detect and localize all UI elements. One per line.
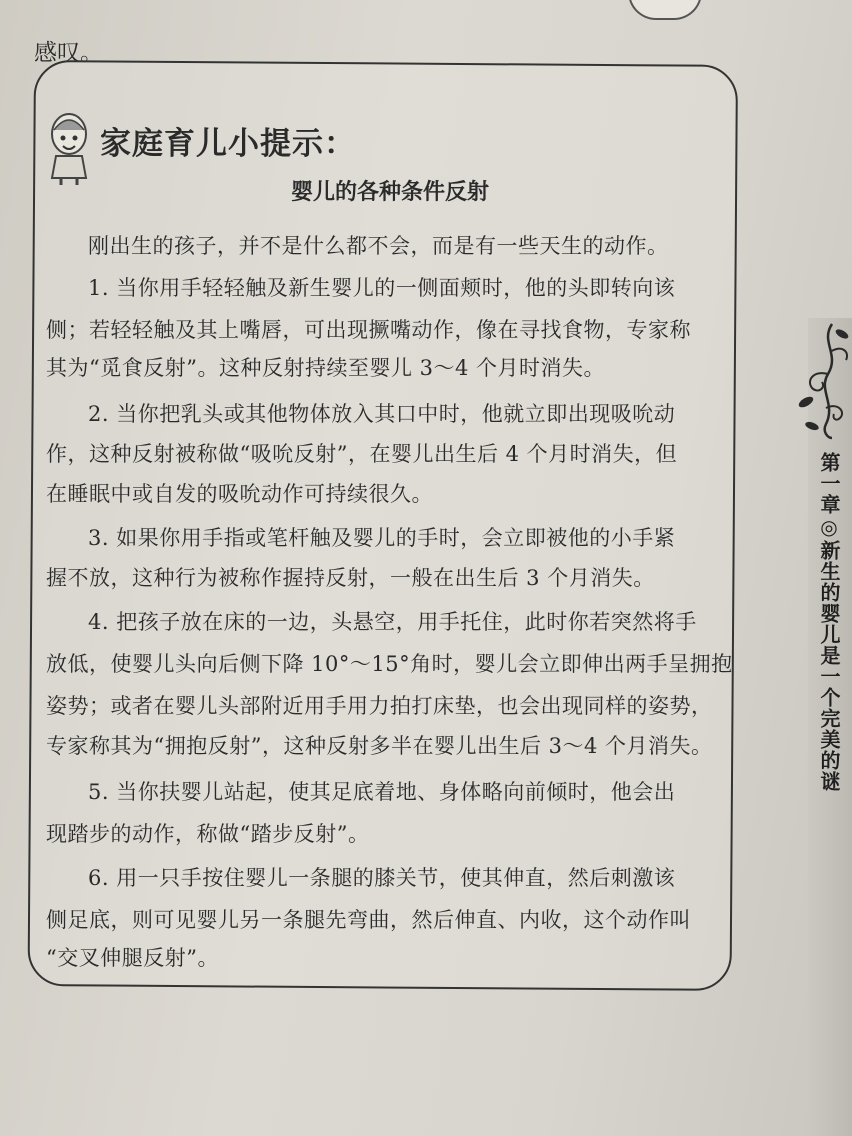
tip-line: 在睡眠中或自发的吸吮动作可持续很久。: [46, 482, 433, 506]
tip-line: 3. 如果你用手指或笔杆触及婴儿的手时，会立即被他的小手紧: [88, 526, 676, 550]
tip-line: 专家称其为“拥抱反射”，这种反射多半在婴儿出生后 3～4 个月消失。: [46, 734, 713, 758]
tip-subtitle: 婴儿的各种条件反射: [290, 180, 489, 205]
tip-line: 侧；若轻轻触及其上嘴唇，可出现撅嘴动作，像在寻找食物，专家称: [46, 318, 691, 342]
tip-line: 作，这种反射被称做“吸吮反射”，在婴儿出生后 4 个月时消失，但: [46, 442, 678, 466]
tip-line: 5. 当你扶婴儿站起，使其足底着地、身体略向前倾时，他会出: [88, 780, 676, 804]
tip-line: 刚出生的孩子，并不是什么都不会，而是有一些天生的动作。: [88, 234, 669, 258]
tip-line: 放低，使婴儿头向后侧下降 10°～15°角时，婴儿会立即伸出两手呈拥抱: [46, 652, 733, 676]
tip-line: 姿势；或者在婴儿头部附近用手用力拍打床垫，也会出现同样的姿势，: [46, 694, 713, 718]
tip-line: 握不放，这种行为被称作握持反射，一般在出生后 3 个月消失。: [46, 566, 655, 590]
tip-line: 2. 当你把乳头或其他物体放入其口中时，他就立即出现吸吮动: [88, 402, 676, 426]
tip-line: 侧足底，则可见婴儿另一条腿先弯曲，然后伸直、内收，这个动作叫: [46, 908, 691, 932]
tip-line: 6. 用一只手按住婴儿一条腿的膝关节，使其伸直，然后刺激该: [88, 866, 676, 890]
tip-line: 现踏步的动作，称做“踏步反射”。: [46, 822, 370, 846]
tip-line: 4. 把孩子放在床的一边，头悬空，用手托住，此时你若突然将手: [88, 610, 697, 634]
tip-line: 1. 当你用手轻轻触及新生婴儿的一侧面颊时，他的头即转向该: [88, 276, 676, 300]
tip-line: “交叉伸腿反射”。: [46, 946, 219, 970]
vine-ornament-icon: [792, 322, 852, 440]
top-decoration: [628, 0, 702, 20]
previous-page-tail: 感叹。: [34, 40, 103, 66]
chapter-title-vertical: 第一章◎新生的婴儿是一个完美的谜: [817, 452, 841, 792]
tip-line: 其为“觅食反射”。这种反射持续至婴儿 3～4 个月时消失。: [46, 356, 606, 380]
tip-heading: 家庭育儿小提示：: [100, 126, 356, 162]
